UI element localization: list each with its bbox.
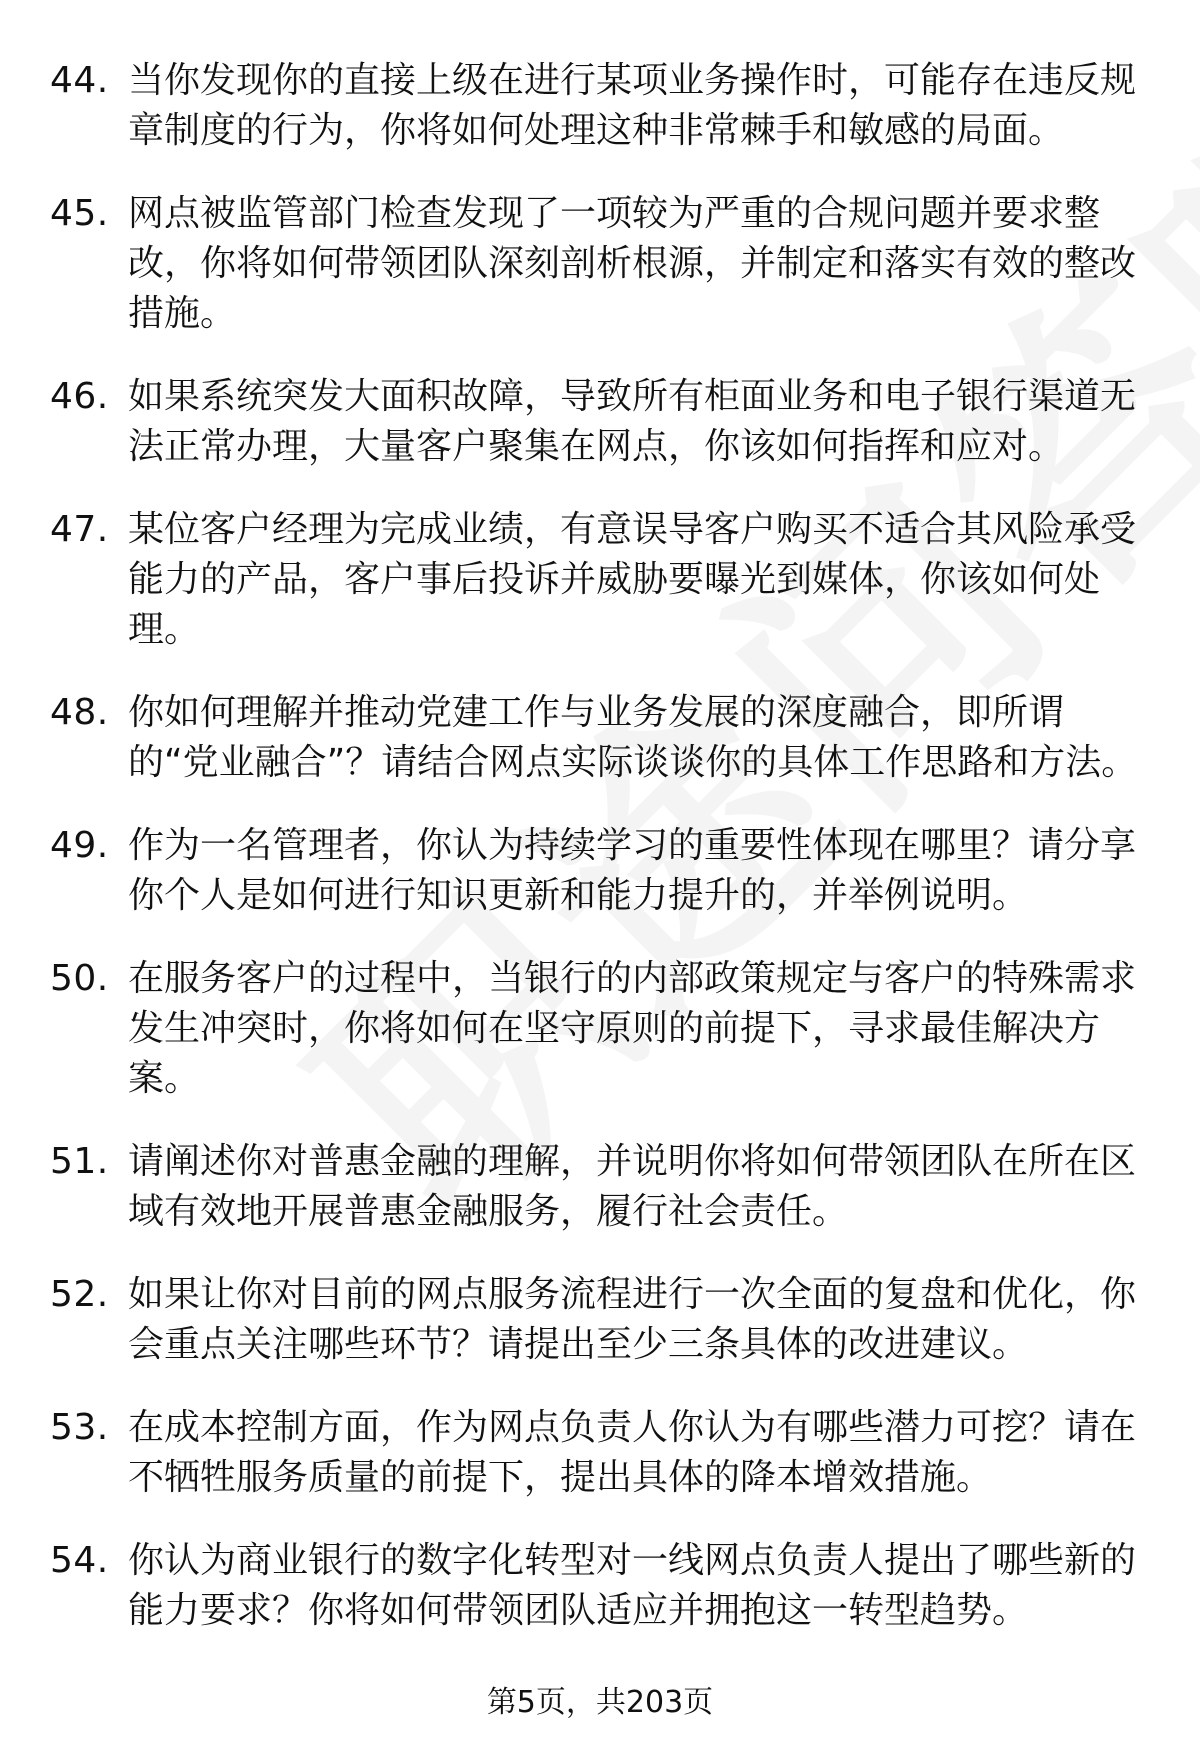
question-text: 作为一名管理者，你认为持续学习的重要性体现在哪里？请分享你个人是如何进行知识更新和能力提升的，并举例说明。 bbox=[128, 825, 1137, 916]
question-number: 49. bbox=[50, 825, 109, 866]
question-text: 某位客户经理为完成业绩，有意误导客户购买不适合其风险承受能力的产品，客户事后投诉并威胁要曝光到媒体，你该如何处理。 bbox=[128, 509, 1137, 650]
question-text: 你认为商业银行的数字化转型对一线网点负责人提出了哪些新的能力要求？你将如何带领团队适应并拥抱这一转型趋势。 bbox=[128, 1540, 1137, 1631]
question-text: 请阐述你对普惠金融的理解，并说明你将如何带领团队在所在区域有效地开展普惠金融服务，履行社会责任。 bbox=[128, 1141, 1137, 1232]
question-text: 在服务客户的过程中，当银行的内部政策规定与客户的特殊需求发生冲突时，你将如何在坚守原则的前提下，寻求最佳解决方案。 bbox=[128, 958, 1137, 1099]
question-text: 网点被监管部门检查发现了一项较为严重的合规问题并要求整改，你将如何带领团队深刻剖析根源，并制定和落实有效的整改措施。 bbox=[128, 193, 1137, 334]
question-number: 44. bbox=[50, 60, 109, 101]
question-item bbox=[50, 821, 1140, 921]
page-footer: 第5页，共203页 bbox=[486, 1685, 714, 1720]
question-number: 46. bbox=[50, 376, 109, 417]
question-item bbox=[50, 505, 1140, 655]
question-text: 你如何理解并推动党建工作与业务发展的深度融合，即所谓的“党业融合”？请结合网点实际谈谈你的具体工作思路和方法。 bbox=[128, 692, 1138, 783]
question-number: 52. bbox=[50, 1274, 109, 1315]
question-text: 当你发现你的直接上级在进行某项业务操作时，可能存在违反规章制度的行为，你将如何处理这种非常棘手和敏感的局面。 bbox=[128, 60, 1137, 151]
question-number: 48. bbox=[50, 692, 109, 733]
question-number: 50. bbox=[50, 958, 109, 999]
question-item bbox=[50, 1536, 1140, 1636]
question-text: 如果系统突发大面积故障，导致所有柜面业务和电子银行渠道无法正常办理，大量客户聚集在网点，你该如何指挥和应对。 bbox=[128, 376, 1137, 467]
question-item bbox=[50, 1403, 1140, 1503]
question-list bbox=[50, 56, 1140, 1669]
question-number: 54. bbox=[50, 1540, 109, 1581]
question-item bbox=[50, 56, 1140, 156]
question-text: 在成本控制方面，作为网点负责人你认为有哪些潜力可挖？请在不牺牲服务质量的前提下，提出具体的降本增效措施。 bbox=[128, 1407, 1137, 1498]
question-number: 45. bbox=[50, 193, 109, 234]
question-number: 53. bbox=[50, 1407, 109, 1448]
question-item bbox=[50, 372, 1140, 472]
question-item bbox=[50, 1270, 1140, 1370]
question-text: 如果让你对目前的网点服务流程进行一次全面的复盘和优化，你会重点关注哪些环节？请提出至少三条具体的改进建议。 bbox=[128, 1274, 1137, 1365]
question-item bbox=[50, 954, 1140, 1104]
question-number: 47. bbox=[50, 509, 109, 550]
question-item bbox=[50, 189, 1140, 339]
question-item bbox=[50, 688, 1140, 788]
question-item bbox=[50, 1137, 1140, 1237]
question-number: 51. bbox=[50, 1141, 109, 1182]
